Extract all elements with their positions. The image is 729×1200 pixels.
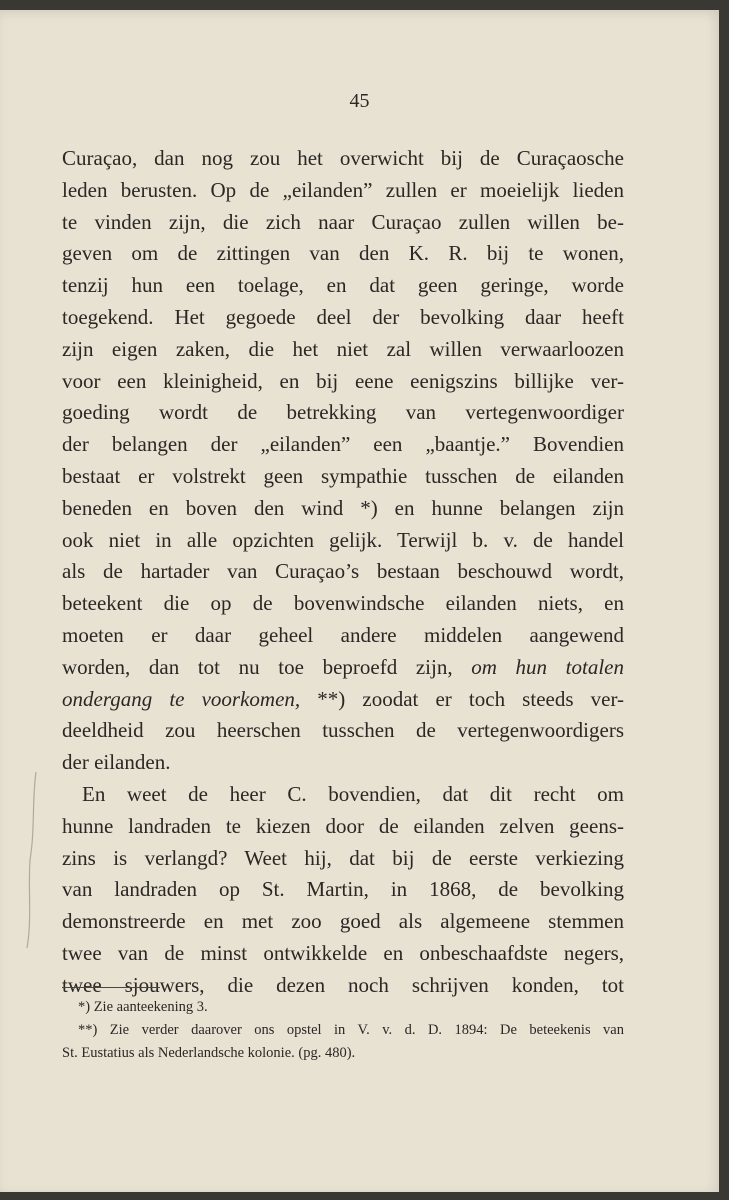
italic-phrase: ondergang te voorkomen,: [62, 686, 301, 711]
text-line: zins is verlangd? Weet hij, dat bij de eerste verkiezing: [62, 845, 624, 870]
text-line: twee sjouwers, die dezen noch schrijven konden, tot: [62, 972, 624, 997]
text-line: deeldheid zou heerschen tusschen de vertegenwoordigers: [62, 718, 624, 743]
text-line: leden berusten. Op de „eilanden” zullen er moeielijk lieden: [62, 177, 624, 202]
page-number: 45: [349, 90, 370, 112]
main-text: [62, 143, 624, 1002]
footnote: *) Zie aanteekening 3.: [78, 999, 208, 1015]
text-line: moeten er daar geheel andere middelen aangewend: [62, 622, 624, 647]
text-span: **) zoodat er toch steeds ver-: [317, 686, 625, 711]
text-line: zijn eigen zaken, die het niet zal willen verwaarloozen: [62, 336, 624, 361]
text-line: goeding wordt de betrekking van vertegenwoordiger: [62, 400, 624, 425]
book-page: [0, 10, 719, 1192]
text-line: van landraden op St. Martin, in 1868, de bevolking: [62, 877, 624, 902]
text-span: worden, dan tot nu toe beproefd zijn,: [62, 654, 453, 679]
text-line: der eilanden.: [62, 750, 171, 775]
text-line: Curaçao, dan nog zou het overwicht bij de Curaçaosche: [62, 146, 624, 170]
text-line: [62, 652, 624, 684]
footnotes: [62, 996, 624, 1065]
footnote: St. Eustatius als Nederlandsche kolonie. (pg. 480).: [62, 1045, 356, 1061]
text-line: twee van de minst ontwikkelde en onbeschaafdste negers,: [62, 940, 624, 965]
text-line: En weet de heer C. bovendien, dat dit recht om: [82, 781, 624, 806]
text-line: beneden en boven den wind *) en hunne belangen zijn: [62, 495, 624, 520]
text-line: demonstreerde en met zoo goed als algemeene stemmen: [62, 909, 624, 934]
text-line: voor een kleinigheid, en bij eene eenigszins billijke ver-: [62, 368, 624, 393]
text-line: tenzij hun een toelage, en dat geen geringe, worde: [62, 273, 624, 298]
text-line: te vinden zijn, die zich naar Curaçao zullen willen be-: [62, 209, 624, 234]
footnote: **) Zie verder daarover ons opstel in V. v. d. D. 1894: De beteekenis van: [78, 1022, 624, 1038]
footnote-rule: [62, 987, 160, 988]
text-line: als de hartader van Curaçao’s bestaan beschouwd wordt,: [62, 559, 624, 584]
text-line: hunne landraden te kiezen door de eilanden zelven geens-: [62, 813, 624, 838]
text-line: ook niet in alle opzichten gelijk. Terwijl b. v. de handel: [62, 527, 624, 552]
text-line: der belangen der „eilanden” een „baantje.” Bovendien: [62, 432, 624, 457]
text-line: bestaat er volstrekt geen sympathie tusschen de eilanden: [62, 463, 624, 488]
text-line: [62, 684, 624, 716]
margin-pencil-mark: [24, 770, 38, 950]
text-line: beteekent die op de bovenwindsche eilanden niets, en: [62, 591, 624, 616]
text-line: geven om de zittingen van den K. R. bij te wonen,: [62, 241, 624, 266]
text-line: toegekend. Het gegoede deel der bevolking daar heeft: [62, 304, 624, 329]
italic-phrase: om hun totalen: [471, 654, 624, 679]
